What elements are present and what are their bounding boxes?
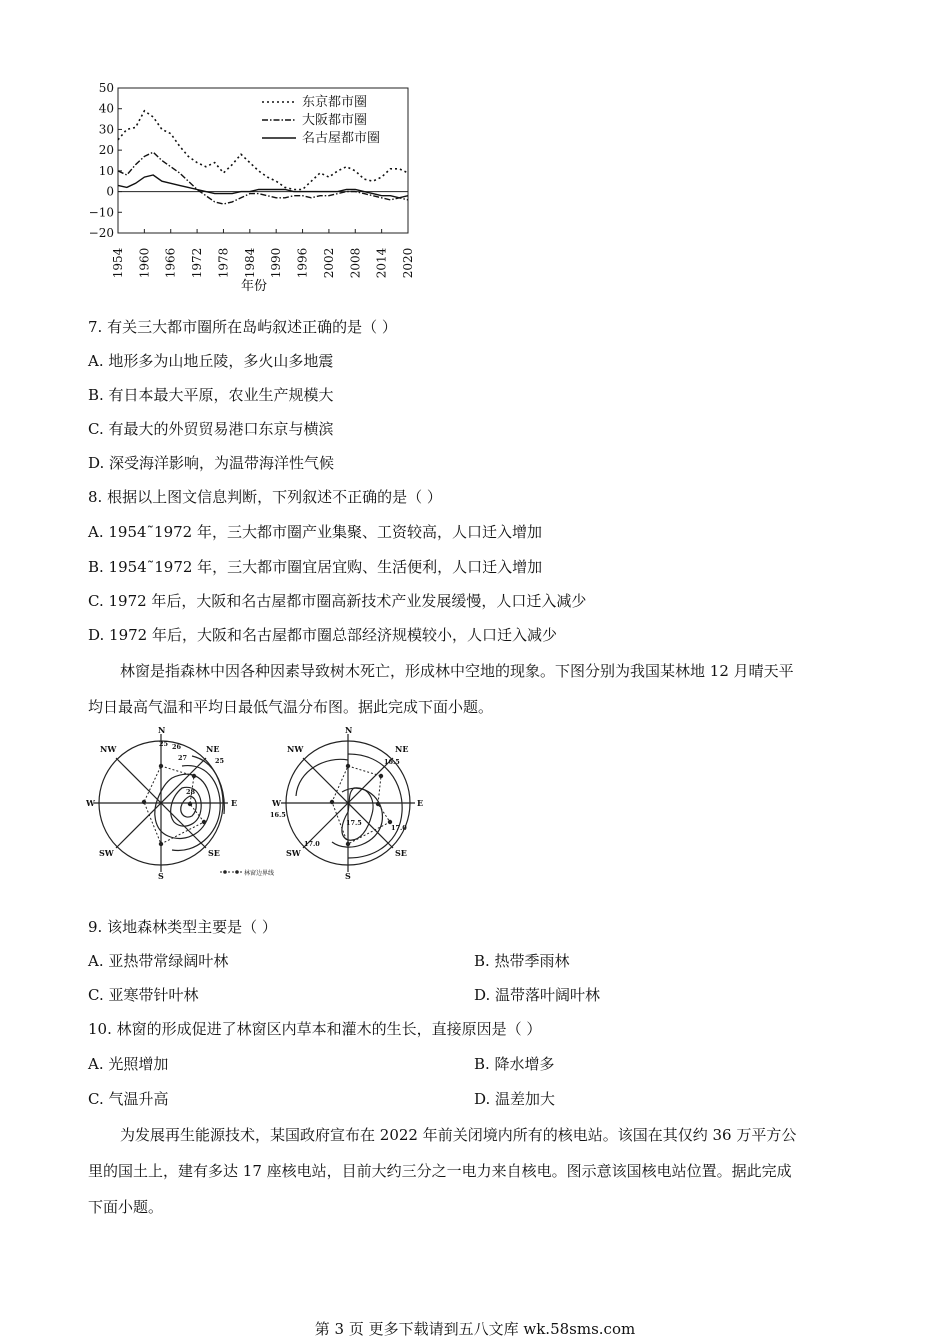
left-dir-w: W xyxy=(86,798,95,808)
x-tick-label: 2002 xyxy=(321,247,336,279)
question-8-stem: 8. 根据以上图文信息判断，下列叙述不正确的是（ ） xyxy=(88,488,442,506)
q7-option-d: D. 深受海洋影响，为温带海洋性气候 xyxy=(88,454,335,472)
x-tick-label: 1996 xyxy=(295,247,310,279)
q7-option-c: C. 有最大的外贸贸易港口东京与横滨 xyxy=(88,420,334,438)
chart-legend xyxy=(262,94,380,146)
y-tick-label: −10 xyxy=(88,205,114,220)
x-tick-label: 1966 xyxy=(163,247,178,279)
right-label-17-5: 17.5 xyxy=(346,819,362,827)
right-label-16-5-ne: 16.5 xyxy=(384,758,400,766)
left-dir-s: S xyxy=(158,871,164,881)
x-tick-label: 1990 xyxy=(269,247,284,279)
q8-option-a: A. 1954˜1972 年，三大都市圈产业集聚、工资较高，人口迁入增加 xyxy=(88,523,542,541)
right-dir-s: S xyxy=(345,871,351,881)
y-tick-label: 20 xyxy=(98,143,114,158)
min-map-gap-boundary xyxy=(330,764,392,846)
right-label-17-0-se: 17.0 xyxy=(391,824,407,832)
q10-option-d: D. 温差加大 xyxy=(474,1090,556,1108)
q8-option-c: C. 1972 年后，大阪和名古屋都市圈高新技术产业发展缓慢，人口迁入减少 xyxy=(88,592,587,610)
x-axis-label: 年份 xyxy=(240,279,268,294)
passage-nuclear-line-3: 下面小题。 xyxy=(88,1198,164,1216)
left-dir-ne: NE xyxy=(206,744,220,754)
q9-option-a: A. 亚热带常绿阔叶林 xyxy=(88,952,229,970)
x-tick-label: 1960 xyxy=(137,247,152,279)
x-tick-label: 1954 xyxy=(111,247,125,279)
question-9-stem: 9. 该地森林类型主要是（ ） xyxy=(88,918,277,936)
q10-option-c: C. 气温升高 xyxy=(88,1090,169,1108)
legend-label: 名古屋都市圈 xyxy=(302,131,381,146)
x-tick-label: 2008 xyxy=(348,247,363,279)
y-tick-label: 10 xyxy=(98,163,114,178)
right-dir-w: W xyxy=(272,798,281,808)
q7-option-b: B. 有日本最大平原，农业生产规模大 xyxy=(88,386,334,404)
passage-nuclear-line-2: 里的国土上，建有多达 17 座核电站，目前大约三分之一电力来自核电。图示意该国核电站位置。据此完成 xyxy=(88,1162,792,1180)
left-label-26: 26 xyxy=(172,743,182,751)
x-tick-label: 1972 xyxy=(190,247,205,279)
left-label-25b: 25 xyxy=(215,757,225,765)
right-dir-ne: NE xyxy=(395,744,409,754)
right-dir-n: N xyxy=(345,726,353,735)
x-tick-label: 2014 xyxy=(374,247,389,279)
left-dir-e: E xyxy=(231,798,238,808)
series-line-2 xyxy=(118,152,408,204)
q9-option-c: C. 亚寒带针叶林 xyxy=(88,986,199,1004)
question-7-stem: 7. 有关三大都市圈所在岛屿叙述正确的是（ ） xyxy=(88,318,397,336)
passage-nuclear-line-1: 为发展再生能源技术，某国政府宣布在 2022 年前关闭境内所有的核电站。该国在其仅约 36 万平方公 xyxy=(120,1126,797,1144)
right-dir-nw: NW xyxy=(287,744,304,754)
y-tick-label: 0 xyxy=(106,184,114,199)
left-dir-nw: NW xyxy=(100,744,117,754)
left-label-25: 25 xyxy=(159,740,169,748)
q7-option-a: A. 地形多为山地丘陵，多火山多地震 xyxy=(88,352,334,370)
left-label-27: 27 xyxy=(178,754,188,762)
passage-forest-gap-line-2: 均日最高气温和平均日最低气温分布图。据此完成下面小题。 xyxy=(88,698,494,716)
x-tick-label: 1984 xyxy=(242,247,257,279)
passage-forest-gap-line-1: 林窗是指森林中因各种因素导致树木死亡，形成林中空地的现象。下图分别为我国某林地 12 月晴天平 xyxy=(120,662,794,680)
left-label-28: 28 xyxy=(186,788,196,796)
x-tick-label: 1978 xyxy=(216,247,231,279)
page-footer: 第 3 页 更多下载请到五八文库 wk.58sms.com xyxy=(314,1320,636,1338)
left-dir-n: N xyxy=(158,726,166,735)
left-dir-sw: SW xyxy=(99,848,114,858)
gap-boundary-legend xyxy=(220,869,274,877)
right-dir-sw: SW xyxy=(286,848,301,858)
q10-option-a: A. 光照增加 xyxy=(88,1055,169,1073)
x-tick-label: 2020 xyxy=(401,247,415,279)
q9-option-d: D. 温带落叶阔叶林 xyxy=(474,986,601,1004)
question-10-stem: 10. 林窗的形成促进了林窗区内草本和灌木的生长，直接原因是（ ） xyxy=(88,1020,542,1038)
right-dir-se: SE xyxy=(395,848,407,858)
left-dir-se: SE xyxy=(208,848,220,858)
right-dir-e: E xyxy=(417,798,424,808)
legend-gap-boundary: 林窗边界线 xyxy=(244,870,275,877)
q8-option-b: B. 1954˜1972 年，三大都市圈宜居宜购、生活便利，人口迁入增加 xyxy=(88,558,543,576)
q8-option-d: D. 1972 年后，大阪和名古屋都市圈总部经济规模较小，人口迁入减少 xyxy=(88,626,557,644)
right-label-16-5-w: 16.5 xyxy=(270,811,286,819)
forest-gap-temperature-maps xyxy=(86,726,446,882)
y-tick-label: 30 xyxy=(98,122,114,137)
legend-label: 东京都市圈 xyxy=(302,95,368,110)
q9-option-b: B. 热带季雨林 xyxy=(474,952,570,970)
y-tick-label: −20 xyxy=(88,226,114,240)
y-tick-label: 50 xyxy=(98,81,114,95)
q10-option-b: B. 降水增多 xyxy=(474,1055,555,1073)
y-tick-label: 40 xyxy=(98,101,114,116)
right-label-17-0-sw: 17.0 xyxy=(304,840,320,848)
population-migration-chart xyxy=(86,78,426,296)
legend-label: 大阪都市圈 xyxy=(302,113,368,128)
